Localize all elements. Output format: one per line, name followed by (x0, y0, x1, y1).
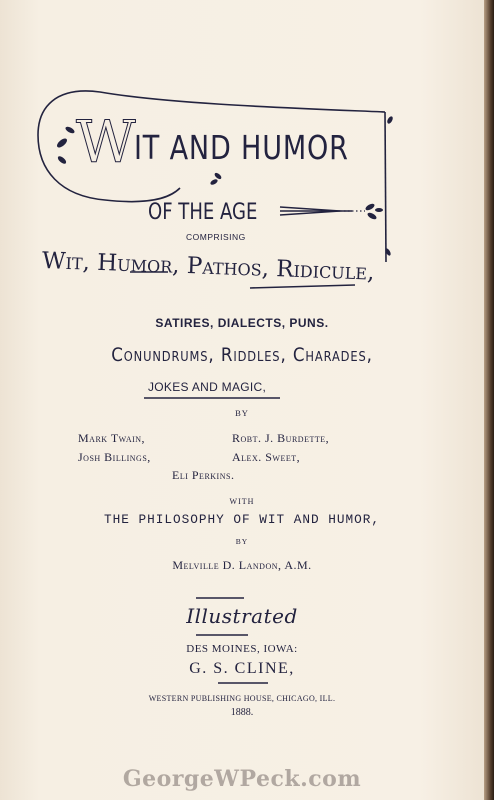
by-label-1: BY (235, 408, 249, 418)
author-eli-perkins: Eli Perkins. (172, 468, 235, 482)
author-alex-sweet: Alex. Sweet, (232, 450, 301, 464)
satires-line: SATIRES, DIALECTS, PUNS. (155, 316, 329, 330)
illustrated-label: Illustrated (186, 604, 298, 628)
author-landon: Melville D. Landon, A.M. (172, 558, 312, 572)
place-line: DES MOINES, IOWA: (186, 643, 298, 655)
book-spine-edge (484, 0, 494, 800)
watermark: GeorgeWPeck.com (122, 766, 362, 792)
subtitle: Wit, Humor, Pathos, Ridicule, (41, 248, 375, 286)
jokes-line: JOKES AND MAGIC, (148, 380, 267, 394)
title-line2: OF THE AGE (148, 200, 258, 225)
with-label: WITH (229, 497, 255, 506)
philosophy-line: THE PHILOSOPHY OF WIT AND HUMOR, (103, 512, 380, 527)
publisher-line: G. S. CLINE, (189, 660, 295, 677)
conundrums-line: Conundrums, Riddles, Charades, (111, 344, 373, 366)
printer-line: WESTERN PUBLISHING HOUSE, CHICAGO, ILL. (148, 694, 336, 703)
comprising-label: COMPRISING (186, 232, 246, 242)
year-line: 1888. (230, 707, 254, 718)
author-mark-twain: Mark Twain, (78, 431, 146, 445)
title-main: IT AND HUMOR (134, 128, 349, 167)
author-josh-billings: Josh Billings, (78, 450, 151, 464)
by-label-2: BY (235, 537, 249, 546)
title-initial: W (76, 108, 136, 176)
author-burdette: Robt. J. Burdette, (232, 431, 330, 445)
